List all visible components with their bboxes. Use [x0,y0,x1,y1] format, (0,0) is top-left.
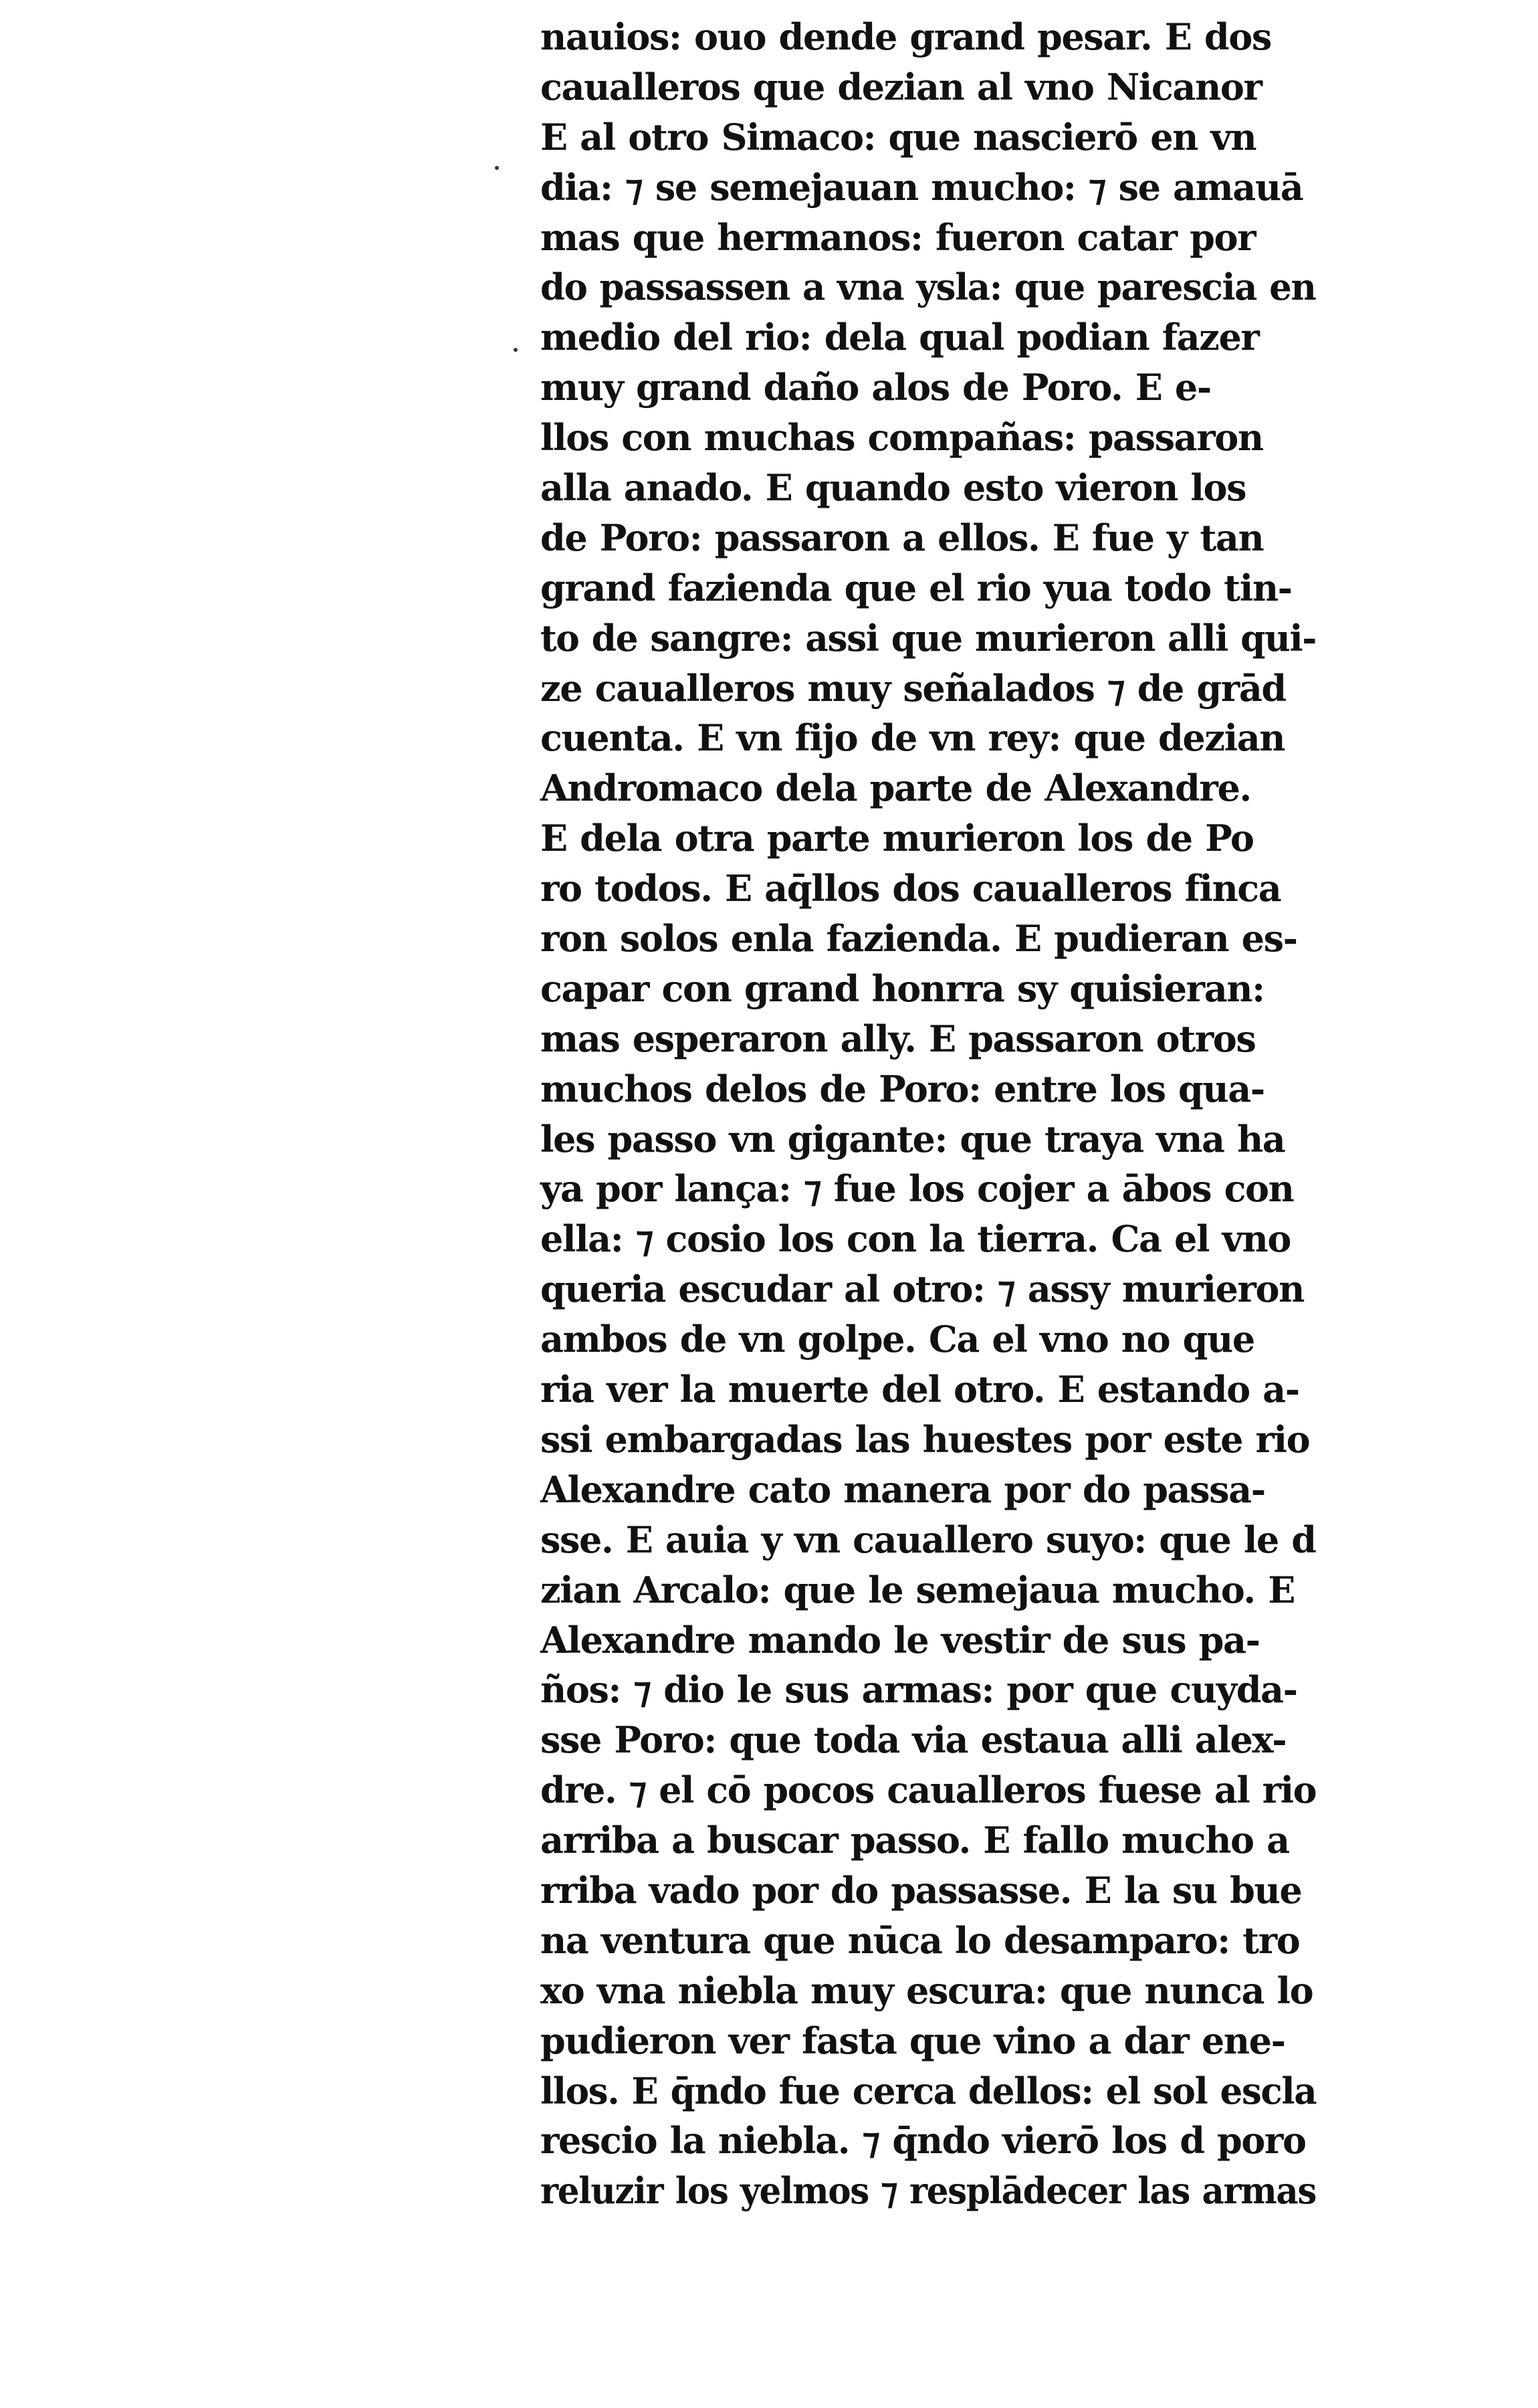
text-line: les passo vn gigante: que traya vna ha [540,1117,1285,1161]
text-line: mas que hermanos: fueron catar por [540,215,1256,259]
text-line: mas esperaron ally. E passaron otros [540,1017,1256,1060]
text-line: muchos delos de Poro: entre los qua- [540,1067,1265,1110]
text-line: medio del rio: dela qual podian fazer [540,316,1259,359]
text-line: ron solos enla fazienda. E pudieran es- [540,917,1297,961]
text-line: capar con grand honrra sy quisieran: [540,967,1265,1010]
text-line: ella: ⁊ cosio los con la tierra. Ca el vno [540,1217,1291,1261]
text-line: queria escudar al otro: ⁊ assy murieron [540,1268,1304,1311]
text-line: Andromaco dela parte de Alexandre. [540,767,1251,810]
text-line: pudieron ver fasta que vino a dar ene- [540,2019,1285,2062]
text-line: rriba vado por do passasse. E la su bue [540,1868,1302,1912]
text-line: ze caualleros muy señalados ⁊ de grād [540,666,1286,710]
text-line: ambos de vn golpe. Ca el vno no que [540,1318,1254,1361]
text-line: alla anado. E quando esto vieron los [540,466,1246,510]
text-line: rescio la niebla. ⁊ q̄ndo vierō los d poro [540,2119,1306,2163]
text-line: de Poro: passaron a ellos. E fue y tan [540,516,1264,559]
text-line: arriba a buscar passo. E fallo mucho a [540,1819,1289,1862]
text-line: llos con muchas compañas: passaron [540,416,1263,460]
text-line: muy grand daño alos de Poro. E e- [540,366,1211,409]
text-line: cuenta. E vn fijo de vn rey: que dezian [540,716,1285,760]
text-line: to de sangre: assi que murieron alli qui- [540,616,1317,660]
text-line: ssi embargadas las huestes por este rio [540,1417,1310,1461]
text-line: grand fazienda que el rio yua todo tin- [540,566,1292,609]
text-line: zian Arcalo: que le semejaua mucho. E [540,1568,1295,1611]
text-line: ria ver la muerte del otro. E estando a- [540,1368,1299,1411]
text-line: llos. E q̄ndo fue cerca dellos: el sol escla [540,2069,1317,2112]
text-line: Alexandre cato manera por do passa- [540,1468,1265,1511]
text-line: reluzir los yelmos ⁊ resplādecer las armas [540,2169,1316,2213]
text-line: E dela otra parte murieron los de Po [540,817,1254,860]
text-line: Alexandre mando le vestir de sus pa- [540,1618,1260,1662]
text-line: E al otro Simaco: que nascierō en vn [540,115,1256,159]
ink-speck [495,166,499,170]
text-line: ya por lança: ⁊ fue los cojer a ābos con [540,1167,1294,1211]
text-column [540,12,1316,2216]
text-line: dre. ⁊ el cō pocos caualleros fuese al rio [540,1769,1317,1812]
text-line: do passassen a vna ysla: que parescia en [540,266,1316,309]
text-line: caualleros que dezian al vno Nicanor [540,65,1262,108]
text-line: xo vna niebla muy escura: que nunca lo [540,1969,1313,2012]
text-line: sse. E auia y vn cauallero suyo: que le d [540,1518,1316,1561]
text-line: nauios: ouo dende grand pesar. E dos [540,15,1271,58]
text-line: ro todos. E aq̄llos dos caualleros finca [540,867,1281,910]
text-line: sse Poro: que toda via estaua alli alex- [540,1718,1287,1762]
text-line: ños: ⁊ dio le sus armas: por que cuyda- [540,1668,1297,1712]
ink-speck [514,348,518,352]
text-line: dia: ⁊ se semejauan mucho: ⁊ se amauā [540,165,1303,209]
text-line: na ventura que nūca lo desamparo: tro [540,1918,1300,1962]
